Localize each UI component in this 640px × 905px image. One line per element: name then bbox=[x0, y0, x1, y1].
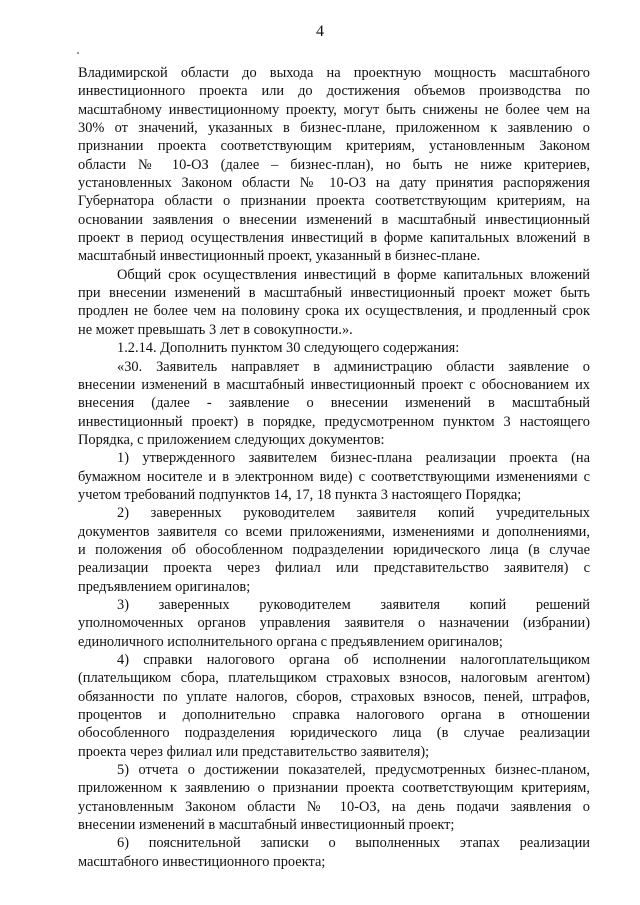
text-line: внесении изменений в масштабный инвестиционный проект с обоснованием их bbox=[78, 376, 590, 393]
text-line: масштабного инвестиционного проекта; bbox=[78, 853, 326, 870]
text-line: приложенном к заявлению о признании проекта соответствующим критериям, bbox=[78, 780, 590, 797]
text-line: инвестиционного проекта или до достижения объемов производства по bbox=[78, 83, 590, 100]
text-line: (плательщиком сбора, плательщиком страховых взносов, налоговым агентом) bbox=[78, 670, 590, 687]
text-line: масштабный инвестиционный проект, указанный в бизнес-плане. bbox=[78, 248, 481, 265]
text-line: 3) заверенных руководителем заявителя копий решений bbox=[117, 596, 590, 613]
text-line: 5) отчета о достижении показателей, предусмотренных бизнес-планом, bbox=[117, 762, 590, 779]
text-line: 6) пояснительной записки о выполненных этапах реализации bbox=[117, 835, 590, 852]
text-line: обязанности по уплате налогов, сборов, страховых взносов, пеней, штрафов, bbox=[78, 688, 590, 705]
text-line: не может превышать 3 лет в совокупности.». bbox=[78, 321, 353, 338]
text-line: признании проекта соответствующим критериям, установленным Законом bbox=[78, 138, 590, 155]
text-line: «30. Заявитель направляет в администрацию области заявление о bbox=[117, 358, 590, 375]
text-line: внесении изменений в масштабный инвестиционный проект; bbox=[78, 817, 455, 834]
text-line: внесения (далее - заявление о внесении изменений в масштабный bbox=[78, 395, 590, 412]
text-line: Порядка, с приложением следующих документов: bbox=[78, 431, 385, 448]
text-line: уполномоченных органов управления заявителя о назначении (избрании) bbox=[78, 615, 590, 632]
text-line: 4) справки налогового органа об исполнении налогоплательщиком bbox=[117, 652, 590, 668]
text-line: 30% от значений, указанных в бизнес-плане, приложенном к заявлению о bbox=[78, 120, 590, 137]
text-line: установленных Законом области № 10-ОЗ на дату принятия распоряжения bbox=[78, 175, 590, 192]
scan-speck bbox=[77, 52, 79, 54]
text-line: при внесении изменений в масштабный инвестиционный проект может быть bbox=[78, 285, 590, 302]
text-line: процентов и дополнительно справка налогового органа в отношении bbox=[78, 707, 590, 724]
document-body bbox=[78, 64, 590, 871]
text-line: 2) заверенных руководителем заявителя копий учредительных bbox=[117, 505, 590, 522]
text-line: проект в период осуществления инвестиций в форме капитальных вложений в bbox=[78, 230, 590, 247]
text-line: области № 10-ОЗ (далее – бизнес-план), но быть не ниже критериев, bbox=[78, 156, 590, 173]
text-line: основании заявления о внесении изменений в масштабный инвестиционный bbox=[78, 211, 590, 228]
text-line: и положения об обособленном подразделении юридического лица (в случае bbox=[78, 541, 590, 558]
text-line: предъявлением оригиналов; bbox=[78, 578, 251, 595]
text-line: установленным Законом области № 10-ОЗ, на день подачи заявления о bbox=[78, 798, 590, 815]
text-line: 1.2.14. Дополнить пунктом 30 следующего содержания: bbox=[117, 340, 460, 357]
text-line: реализации проекта через филиал или представительство заявителя) с bbox=[78, 560, 590, 577]
text-line: Владимирской области до выхода на проектную мощность масштабного bbox=[78, 65, 590, 81]
text-line: документов заявителя со всеми приложениями, изменениями и дополнениями, bbox=[78, 523, 590, 540]
text-line: обособленного подразделения юридического лица (в случае реализации bbox=[78, 725, 590, 742]
text-line: 1) утвержденного заявителем бизнес-плана реализации проекта (на bbox=[117, 450, 590, 467]
text-line: инвестиционный проект) в порядке, предусмотренном пунктом 3 настоящего bbox=[78, 413, 590, 430]
text-line: учетом требований подпунктов 14, 17, 18 пункта 3 настоящего Порядка; bbox=[78, 486, 522, 503]
text-line: Общий срок осуществления инвестиций в форме капитальных вложений bbox=[117, 266, 590, 283]
text-line: проекта через филиал или представительство заявителя); bbox=[78, 743, 430, 760]
text-line: масштабному инвестиционному проекту, могут быть снижены не более чем на bbox=[78, 101, 590, 118]
page-number: 4 bbox=[316, 23, 324, 40]
text-line: бумажном носителе и в электронном виде) с соответствующими изменениями с bbox=[78, 468, 590, 485]
text-line: Губернатора области о признании проекта соответствующим критериям, на bbox=[78, 193, 590, 210]
text-line: продлен не более чем на половину срока их осуществления, и продленный срок bbox=[78, 303, 590, 320]
text-line: единоличного исполнительного органа с предъявлением оригиналов; bbox=[78, 633, 503, 650]
